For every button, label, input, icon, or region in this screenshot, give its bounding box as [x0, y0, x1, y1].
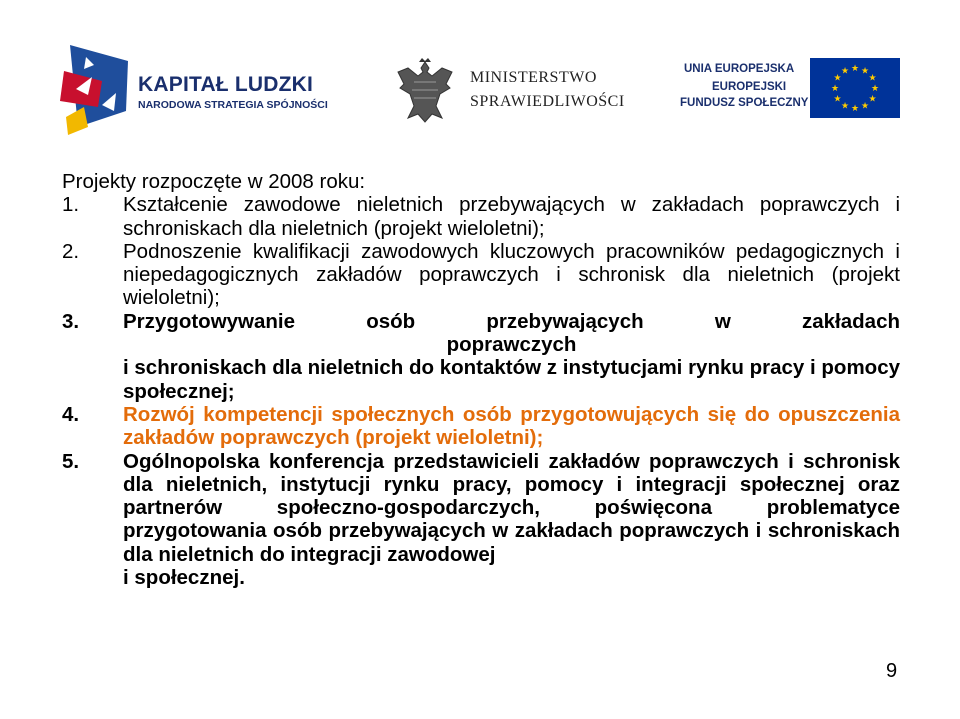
- list-text: Podnoszenie kwalifikacji zawodowych kluczowych pracowników pedagogicznych i niepedagogicznych zakładów poprawczych i schronisk dla nieletnich (projekt wieloletni);: [123, 239, 900, 310]
- main-content: [62, 170, 900, 589]
- kapital-ludzki-title: KAPITAŁ LUDZKI: [138, 73, 314, 96]
- eu-title-line1: UNIA EUROPEJSKA: [684, 63, 795, 75]
- list-text-end: i społecznej.: [123, 566, 245, 590]
- page-number: 9: [886, 660, 898, 682]
- list-text-part-a: Przygotowywanie osób przebywających w zakładach: [123, 309, 900, 333]
- page-heading: Projekty rozpoczęte w 2008 roku:: [62, 170, 366, 193]
- svg-text:★: ★: [833, 73, 842, 84]
- list-item-1: [62, 193, 900, 240]
- list-number: 1.: [62, 193, 80, 217]
- list-item-4: [62, 403, 900, 450]
- list-text: [123, 310, 900, 403]
- list-text-part-c: i schroniskach dla nieletnich do kontaktów z instytucjami rynku pracy i pomocy społecznej;: [123, 356, 900, 403]
- kapital-ludzki-emblem-icon: [58, 45, 136, 137]
- svg-text:★: ★: [840, 101, 850, 112]
- ministry-title-line2: SPRAWIEDLIWOŚCI: [470, 93, 625, 110]
- svg-text:★: ★: [840, 66, 850, 77]
- kapital-ludzki-subtitle: NARODOWA STRATEGIA SPÓJNOŚCI: [138, 99, 328, 111]
- eu-title-line3: FUNDUSZ SPOŁECZNY: [680, 97, 809, 109]
- logo-bar: [0, 0, 960, 150]
- list-text-part-b: poprawczych: [446, 333, 577, 357]
- svg-text:★: ★: [850, 64, 860, 74]
- list-number: 2.: [62, 239, 80, 263]
- list-number: 4.: [62, 402, 80, 426]
- polish-eagle-icon: [396, 58, 454, 124]
- svg-text:★: ★: [850, 104, 860, 114]
- list-text: [123, 450, 900, 590]
- svg-text:★: ★: [860, 101, 870, 112]
- eu-flag-icon: [810, 58, 900, 118]
- list-item-3: [62, 310, 900, 403]
- list-item-5: [62, 450, 900, 590]
- list-text: Rozwój kompetencji społecznych osób przygotowujących się do opuszczenia zakładów poprawczych (projekt wieloletni);: [123, 402, 900, 450]
- svg-text:★: ★: [860, 66, 870, 77]
- svg-text:★: ★: [830, 84, 840, 94]
- svg-text:★: ★: [868, 94, 877, 105]
- svg-text:★: ★: [833, 94, 842, 105]
- eu-title-line2: EUROPEJSKI: [712, 81, 787, 93]
- list-item-2: [62, 240, 900, 310]
- list-number: 5.: [62, 449, 80, 473]
- list-text: Kształcenie zawodowe nieletnich przebywających w zakładach poprawczych i schroniskach dla nieletnich (projekt wieloletni);: [123, 193, 900, 240]
- list-number: 3.: [62, 309, 80, 333]
- svg-text:★: ★: [870, 84, 880, 94]
- svg-text:★: ★: [868, 73, 877, 84]
- list-text-main: Ogólnopolska konferencja przedstawicieli zakładów poprawczych i schronisk dla nieletnich, instytucji rynku pracy, pomocy i integracji społecznej oraz partnerów społeczno-gospodarczych, poświęcona problematyce przygotowania osób przebywających w zakładach poprawczych i schroniskach dla nieletnich do integracji zawodowej: [123, 449, 900, 566]
- ministry-title-line1: MINISTERSTWO: [470, 69, 597, 86]
